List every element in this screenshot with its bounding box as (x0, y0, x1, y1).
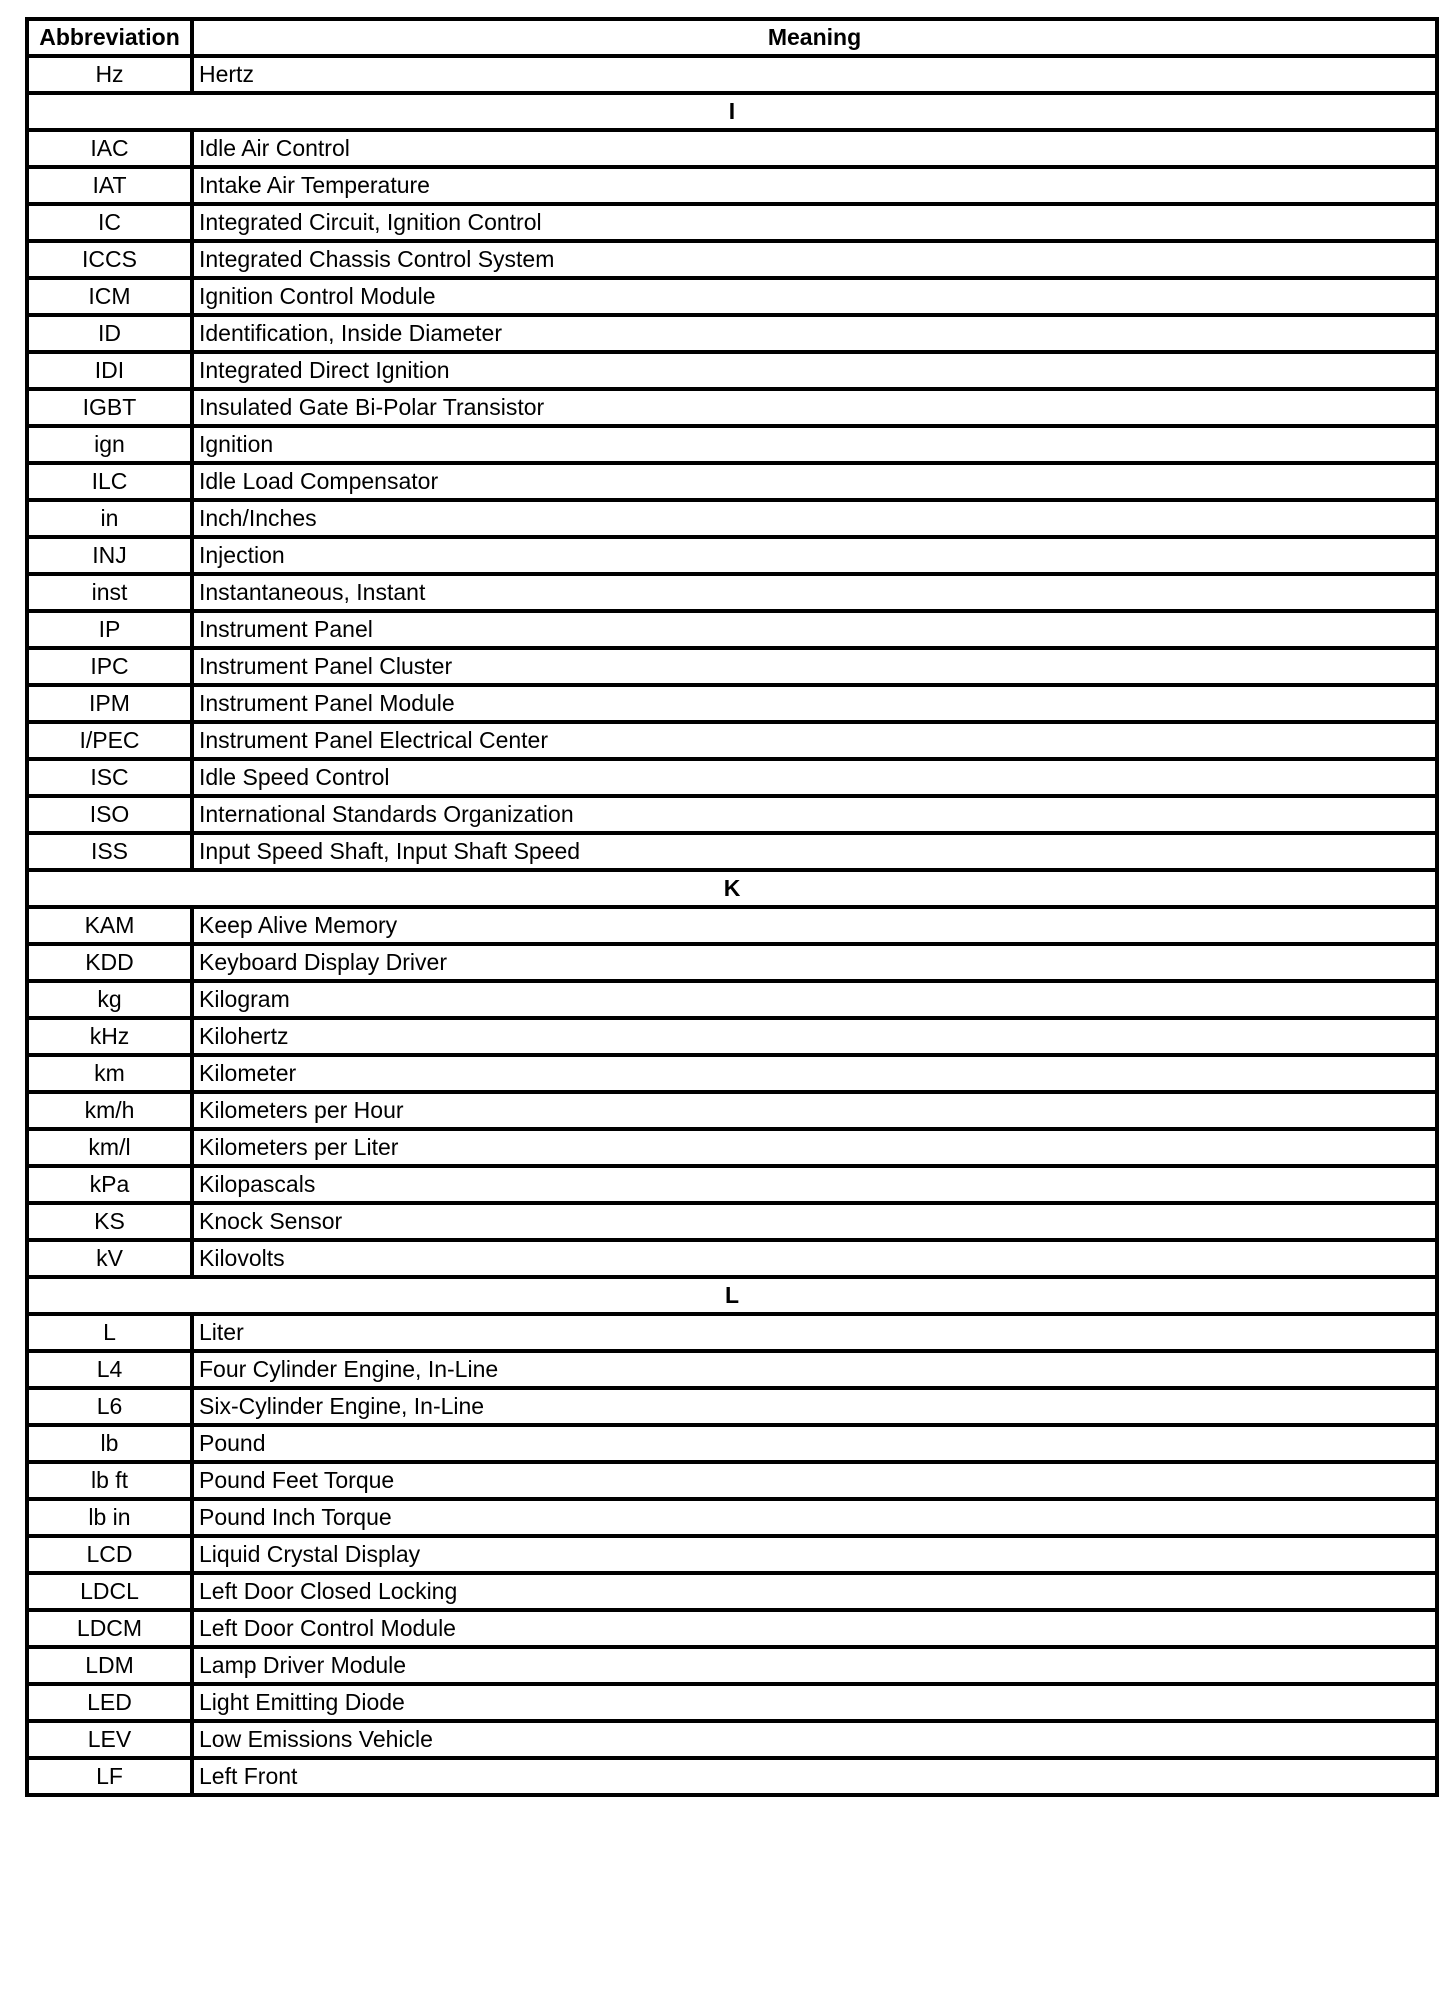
meaning-cell: Pound Inch Torque (192, 1499, 1437, 1536)
meaning-cell: Instrument Panel Electrical Center (192, 722, 1437, 759)
table-row (27, 278, 1437, 315)
meaning-cell: Kilometers per Hour (192, 1092, 1437, 1129)
abbreviation-cell: IGBT (27, 389, 192, 426)
meaning-cell: Integrated Direct Ignition (192, 352, 1437, 389)
meaning-cell: Four Cylinder Engine, In-Line (192, 1351, 1437, 1388)
meaning-cell: Instrument Panel (192, 611, 1437, 648)
table-row (27, 167, 1437, 204)
meaning-cell: Knock Sensor (192, 1203, 1437, 1240)
abbreviation-cell: ISS (27, 833, 192, 870)
abbreviation-cell: L (27, 1314, 192, 1351)
abbreviation-cell: kg (27, 981, 192, 1018)
table-row (27, 1166, 1437, 1203)
meaning-cell: Low Emissions Vehicle (192, 1721, 1437, 1758)
meaning-cell: International Standards Organization (192, 796, 1437, 833)
table-row (27, 1684, 1437, 1721)
abbreviation-cell: ICCS (27, 241, 192, 278)
abbreviation-cell: KAM (27, 907, 192, 944)
meaning-cell: Ignition (192, 426, 1437, 463)
meaning-cell: Integrated Circuit, Ignition Control (192, 204, 1437, 241)
abbreviation-cell: I/PEC (27, 722, 192, 759)
meaning-cell: Idle Speed Control (192, 759, 1437, 796)
meaning-cell: Liquid Crystal Display (192, 1536, 1437, 1573)
table-row (27, 907, 1437, 944)
table-row (27, 796, 1437, 833)
abbreviation-cell: kPa (27, 1166, 192, 1203)
table-row (27, 685, 1437, 722)
section-letter: K (27, 870, 1437, 907)
abbreviation-cell: IPC (27, 648, 192, 685)
abbreviation-cell: km/h (27, 1092, 192, 1129)
meaning-cell: Kilopascals (192, 1166, 1437, 1203)
abbreviation-cell: ILC (27, 463, 192, 500)
table-row (27, 1203, 1437, 1240)
meaning-cell: Injection (192, 537, 1437, 574)
abbreviation-cell: lb ft (27, 1462, 192, 1499)
table-row (27, 1721, 1437, 1758)
section-letter: I (27, 93, 1437, 130)
table-row (27, 1314, 1437, 1351)
table-row (27, 1092, 1437, 1129)
abbreviation-cell: INJ (27, 537, 192, 574)
abbreviation-cell: IPM (27, 685, 192, 722)
meaning-cell: Instrument Panel Cluster (192, 648, 1437, 685)
meaning-cell: Pound Feet Torque (192, 1462, 1437, 1499)
table-row (27, 648, 1437, 685)
meaning-cell: Input Speed Shaft, Input Shaft Speed (192, 833, 1437, 870)
meaning-cell: Integrated Chassis Control System (192, 241, 1437, 278)
meaning-column-header: Meaning (192, 19, 1437, 56)
table-row (27, 426, 1437, 463)
meaning-cell: Liter (192, 1314, 1437, 1351)
table-row (27, 463, 1437, 500)
table-row (27, 574, 1437, 611)
abbreviation-cell: kV (27, 1240, 192, 1277)
table-row (27, 241, 1437, 278)
meaning-cell: Left Door Control Module (192, 1610, 1437, 1647)
table-body (27, 56, 1437, 1795)
abbreviation-cell: ISC (27, 759, 192, 796)
meaning-cell: Keep Alive Memory (192, 907, 1437, 944)
section-letter: L (27, 1277, 1437, 1314)
meaning-cell: Six-Cylinder Engine, In-Line (192, 1388, 1437, 1425)
meaning-cell: Pound (192, 1425, 1437, 1462)
abbreviation-cell: km/l (27, 1129, 192, 1166)
meaning-cell: Idle Air Control (192, 130, 1437, 167)
abbreviation-cell: ISO (27, 796, 192, 833)
meaning-cell: Insulated Gate Bi-Polar Transistor (192, 389, 1437, 426)
abbreviation-column-header: Abbreviation (27, 19, 192, 56)
table-row (27, 1351, 1437, 1388)
abbreviation-cell: LED (27, 1684, 192, 1721)
table-row (27, 1647, 1437, 1684)
meaning-cell: Kilogram (192, 981, 1437, 1018)
table-row (27, 537, 1437, 574)
abbreviation-table (25, 17, 1439, 1797)
meaning-cell: Light Emitting Diode (192, 1684, 1437, 1721)
table-row (27, 204, 1437, 241)
abbreviation-cell: IP (27, 611, 192, 648)
table-row (27, 389, 1437, 426)
table-row (27, 56, 1437, 93)
abbreviation-cell: IC (27, 204, 192, 241)
meaning-cell: Inch/Inches (192, 500, 1437, 537)
meaning-cell: Idle Load Compensator (192, 463, 1437, 500)
abbreviation-cell: L6 (27, 1388, 192, 1425)
table-row (27, 130, 1437, 167)
abbreviation-cell: IAC (27, 130, 192, 167)
abbreviation-cell: inst (27, 574, 192, 611)
section-header-row (27, 1277, 1437, 1314)
meaning-cell: Hertz (192, 56, 1437, 93)
abbreviation-cell: LDM (27, 1647, 192, 1684)
meaning-cell: Kilometers per Liter (192, 1129, 1437, 1166)
abbreviation-cell: ICM (27, 278, 192, 315)
meaning-cell: Kilovolts (192, 1240, 1437, 1277)
meaning-cell: Lamp Driver Module (192, 1647, 1437, 1684)
meaning-cell: Instrument Panel Module (192, 685, 1437, 722)
abbreviation-cell: KS (27, 1203, 192, 1240)
table-row (27, 1758, 1437, 1795)
abbreviation-cell: ID (27, 315, 192, 352)
meaning-cell: Instantaneous, Instant (192, 574, 1437, 611)
table-row (27, 611, 1437, 648)
abbreviation-cell: in (27, 500, 192, 537)
abbreviation-cell: IDI (27, 352, 192, 389)
abbreviation-cell: LCD (27, 1536, 192, 1573)
table-row (27, 1388, 1437, 1425)
meaning-cell: Intake Air Temperature (192, 167, 1437, 204)
table-row (27, 1055, 1437, 1092)
table-row (27, 315, 1437, 352)
section-header-row (27, 870, 1437, 907)
table-row (27, 1536, 1437, 1573)
abbreviation-cell: lb (27, 1425, 192, 1462)
meaning-cell: Kilohertz (192, 1018, 1437, 1055)
table-row (27, 981, 1437, 1018)
meaning-cell: Keyboard Display Driver (192, 944, 1437, 981)
abbreviation-cell: lb in (27, 1499, 192, 1536)
abbreviation-cell: Hz (27, 56, 192, 93)
table-row (27, 1018, 1437, 1055)
meaning-cell: Left Front (192, 1758, 1437, 1795)
table-row (27, 759, 1437, 796)
abbreviation-cell: km (27, 1055, 192, 1092)
table-row (27, 1425, 1437, 1462)
table-row (27, 722, 1437, 759)
abbreviation-cell: KDD (27, 944, 192, 981)
abbreviation-cell: LEV (27, 1721, 192, 1758)
section-header-row (27, 93, 1437, 130)
meaning-cell: Left Door Closed Locking (192, 1573, 1437, 1610)
table-header-row (27, 19, 1437, 56)
abbreviation-cell: IAT (27, 167, 192, 204)
meaning-cell: Ignition Control Module (192, 278, 1437, 315)
abbreviation-cell: kHz (27, 1018, 192, 1055)
table-row (27, 1499, 1437, 1536)
meaning-cell: Identification, Inside Diameter (192, 315, 1437, 352)
table-row (27, 1129, 1437, 1166)
table-row (27, 1240, 1437, 1277)
abbreviation-cell: LDCL (27, 1573, 192, 1610)
abbreviation-cell: L4 (27, 1351, 192, 1388)
table-row (27, 352, 1437, 389)
table-row (27, 833, 1437, 870)
table-row (27, 500, 1437, 537)
table-row (27, 1462, 1437, 1499)
abbreviation-cell: LF (27, 1758, 192, 1795)
meaning-cell: Kilometer (192, 1055, 1437, 1092)
table-row (27, 1610, 1437, 1647)
abbreviation-cell: ign (27, 426, 192, 463)
abbreviation-cell: LDCM (27, 1610, 192, 1647)
table-row (27, 944, 1437, 981)
table-row (27, 1573, 1437, 1610)
